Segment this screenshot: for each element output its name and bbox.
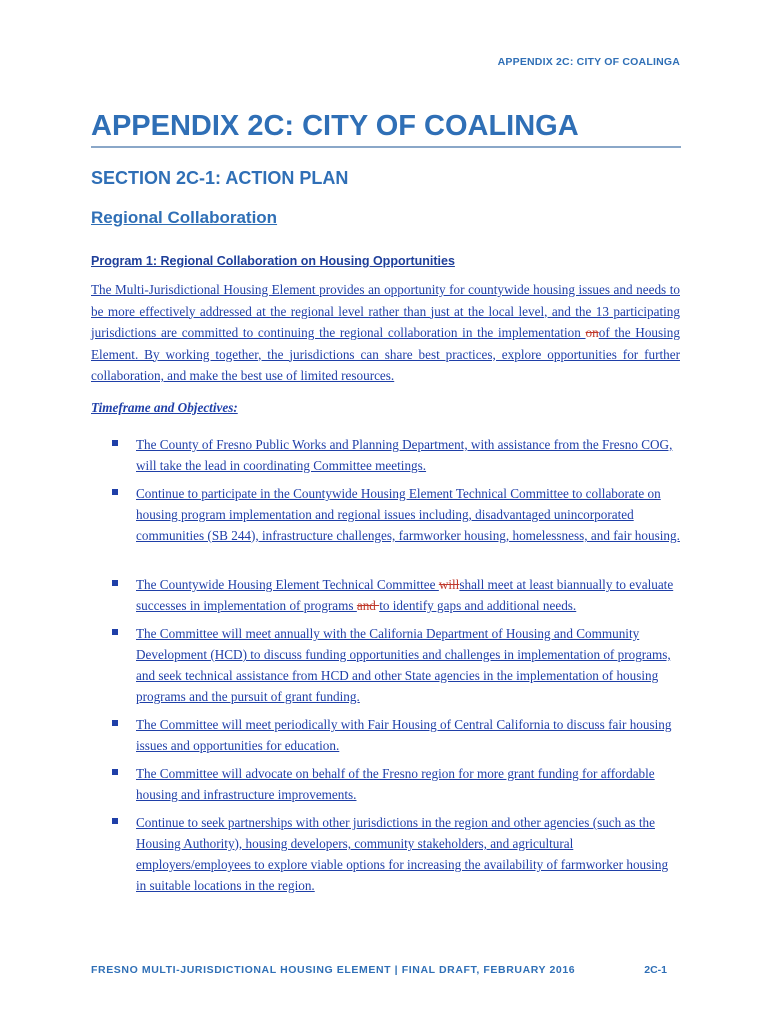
square-bullet-icon: [112, 440, 118, 446]
square-bullet-icon: [112, 720, 118, 726]
square-bullet-icon: [112, 489, 118, 495]
timeframe-heading: Timeframe and Objectives:: [91, 400, 238, 415]
list-item-text: The Committee will advocate on behalf of the Fresno region for more grant funding for affordable housing and infrastructure improvements.: [136, 766, 655, 802]
deleted-text: will: [438, 577, 460, 592]
section-heading: SECTION 2C-1: ACTION PLAN: [91, 168, 349, 188]
square-bullet-icon: [112, 818, 118, 824]
list-item-text-c: to identify gaps and additional needs.: [379, 598, 577, 613]
running-header: APPENDIX 2C: CITY OF COALINGA: [497, 56, 680, 68]
list-item-text: The County of Fresno Public Works and Planning Department, with assistance from the Fresno COG, will take the lead in coordinating Committee meetings.: [136, 437, 673, 473]
list-item-text: The Committee will meet annually with the California Department of Housing and Community Development (HCD) to discuss funding opportunities and challenges in implementation of programs, and seek technical assistance from HCD and other State agencies in the implementation of housing programs and the pursuit of grant funding.: [136, 626, 671, 704]
page-number: 2C-1: [644, 964, 667, 976]
intro-deleted-text: on: [585, 325, 599, 340]
list-item-text-a: The Countywide Housing Element Technical Committee: [136, 577, 439, 592]
list-item-text: Continue to seek partnerships with other jurisdictions in the region and other agencies (such as the Housing Authority), housing developers, community stakeholders, and agricultural employers/employees to explore viable options for increasing the availability of farmworker housing in suitable locations in the region.: [136, 815, 669, 893]
program-heading: Program 1: Regional Collaboration on Housing Opportunities: [91, 254, 455, 268]
page-title: APPENDIX 2C: CITY OF COALINGA: [91, 108, 681, 148]
list-item-text-b: shall meet at least biannually to evaluate successes in implementation of programs: [136, 577, 674, 613]
square-bullet-icon: [112, 629, 118, 635]
square-bullet-icon: [112, 580, 118, 586]
intro-text-part2: of the Housing Element. By working together, the jurisdictions can share best practices, explore opportunities for further collaboration, and make the best use of limited resources.: [91, 325, 680, 383]
square-bullet-icon: [112, 769, 118, 775]
list-item-text: The Committee will meet periodically with Fair Housing of Central California to discuss fair housing issues and opportunities for education.: [136, 717, 672, 753]
deleted-text: and: [356, 598, 380, 613]
list-item-text: Continue to participate in the Countywide Housing Element Technical Committee to collaborate on housing program implementation and regional issues including, disadvantaged unincorporated communities (SB 244), infrastructure challenges, farmworker housing, homelessness, and fair housing.: [136, 486, 680, 543]
footer-document-title: FRESNO MULTI-JURISDICTIONAL HOUSING ELEMENT | FINAL DRAFT, FEBRUARY 2016: [91, 964, 576, 976]
intro-text-part1: The Multi-Jurisdictional Housing Element provides an opportunity for countywide housing issues and needs to be more effectively addressed at the regional level rather than just at the local level, and the 13 participating jurisdictions are committed to continuing the regional collaboration in the implementation: [91, 282, 680, 340]
list-item-text: [136, 574, 681, 616]
intro-paragraph: [91, 279, 680, 387]
subsection-heading: Regional Collaboration: [91, 208, 278, 227]
